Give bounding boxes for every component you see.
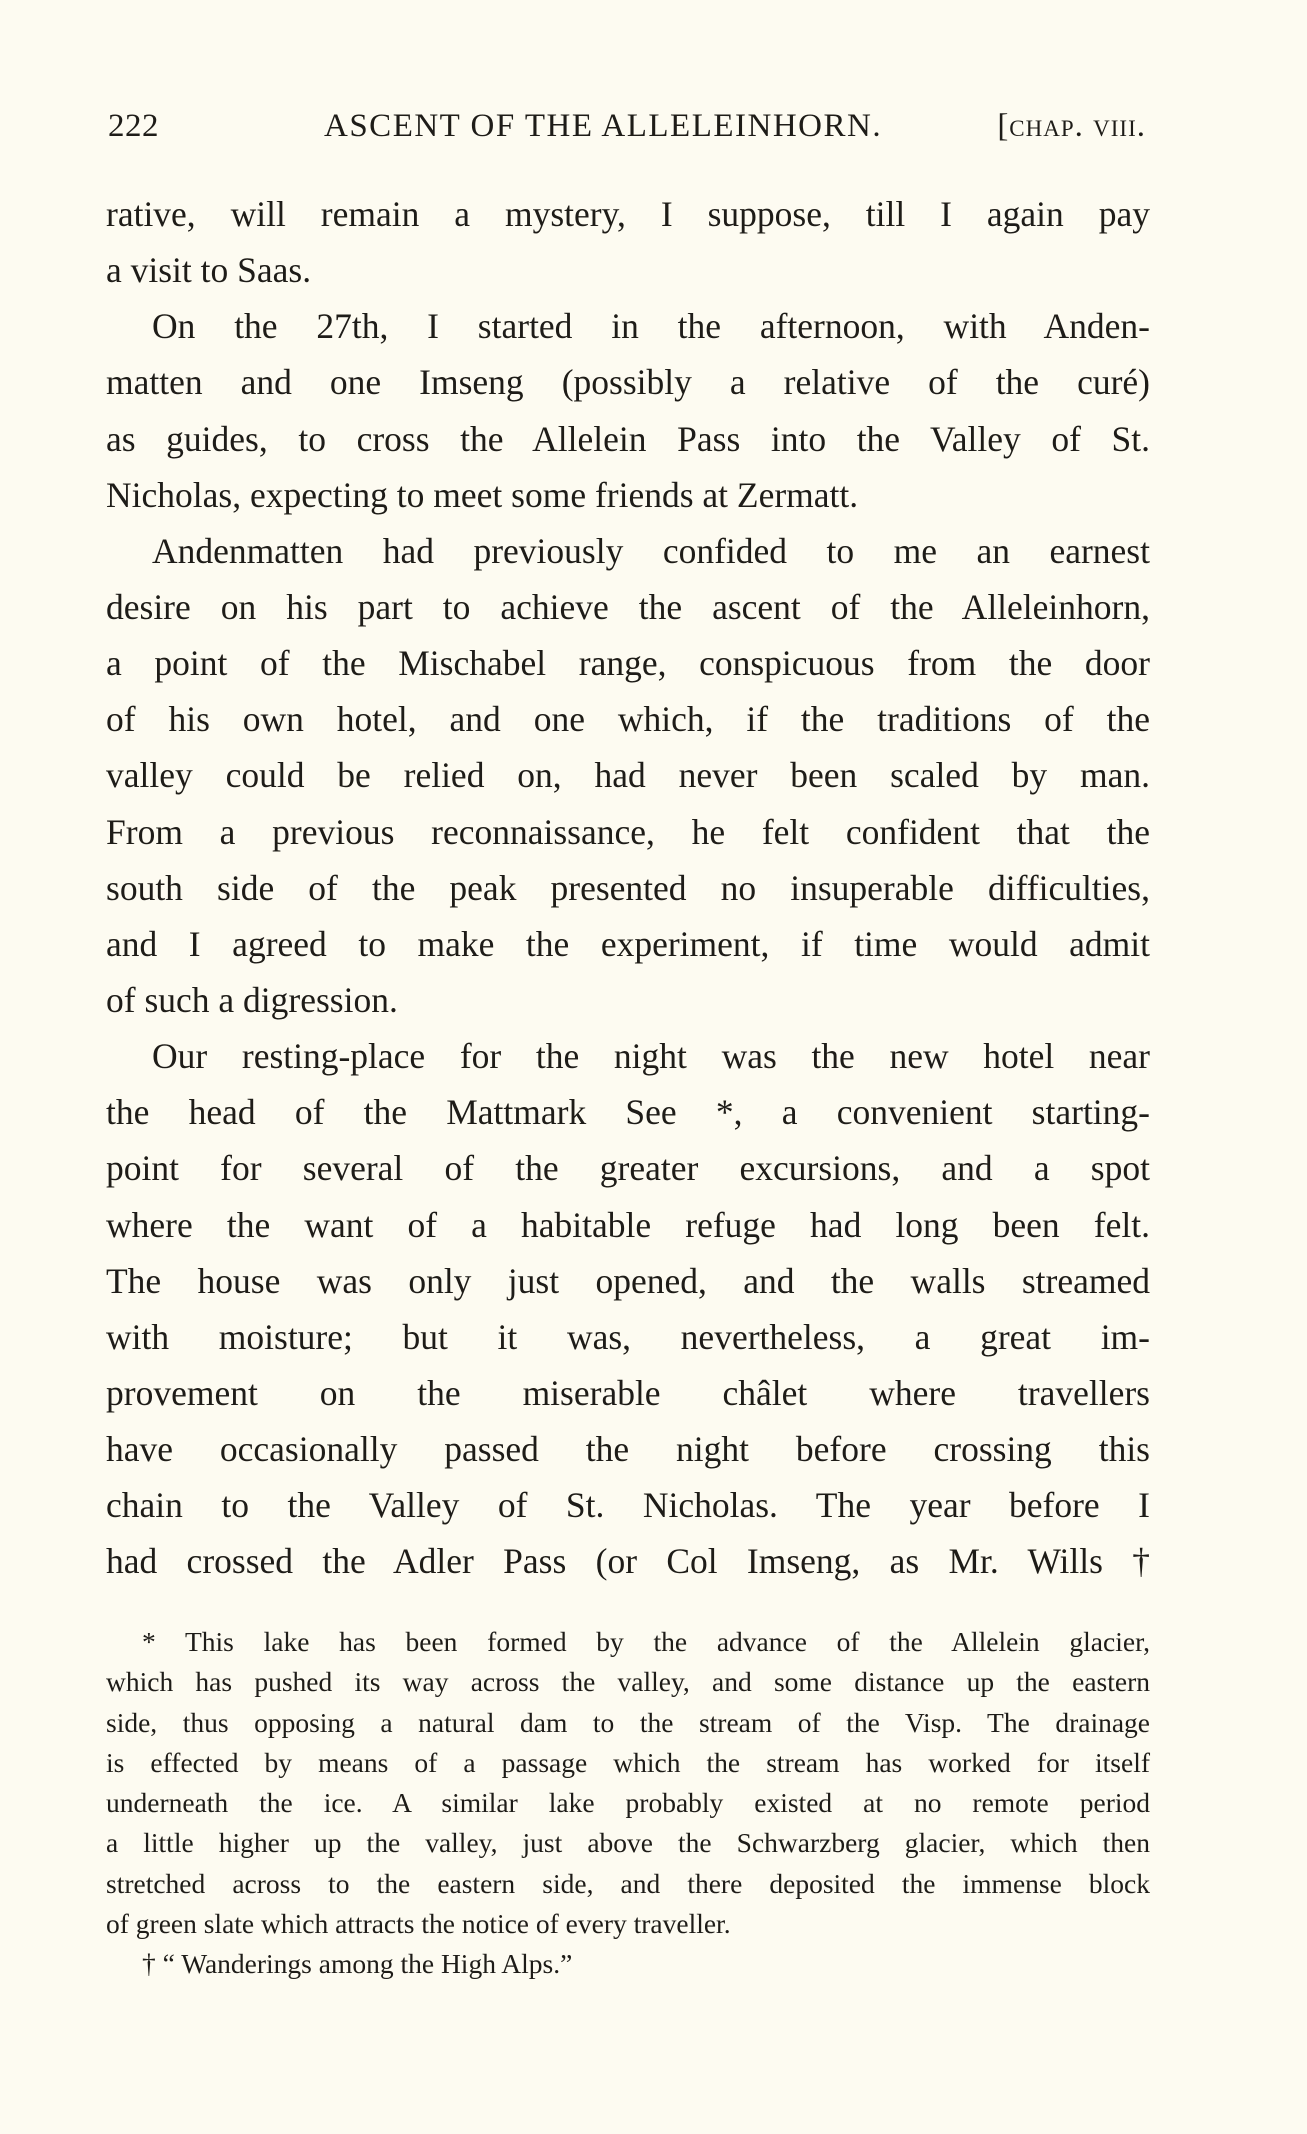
text-line: with moisture; but it was, nevertheless, a great im- [106,1316,1150,1357]
text-line: desire on his part to achieve the ascent of the Alleleinhorn, [106,586,1150,627]
footnote-line: is effected by means of a passage which the stream has worked for itself [106,1746,1150,1778]
running-title: ASCENT OF THE ALLELEINHORN. [324,108,883,144]
chapter-label: [chap. viii. [997,108,1146,144]
footnote-line: which has pushed its way across the valley, and some distance up the eastern [106,1666,1150,1698]
running-head [106,108,1150,154]
text-line: Andenmatten had previously confided to me an earnest [152,530,1150,571]
text-line: point for several of the greater excursions, and a spot [106,1148,1150,1189]
text-line: of his own hotel, and one which, if the traditions of the [106,699,1150,740]
text-line: have occasionally passed the night before crossing this [106,1429,1150,1470]
text-line: a point of the Mischabel range, conspicuous from the door [106,643,1150,684]
footnote-line: of green slate which attracts the notice of every traveller. [106,1908,731,1940]
text-line: Nicholas, expecting to meet some friends at Zermatt. [106,474,859,515]
footnote-line: underneath the ice. A similar lake probably existed at no remote period [106,1787,1150,1819]
text-line: rative, will remain a mystery, I suppose, till I again pay [106,194,1150,234]
footnote-line: stretched across to the eastern side, and there deposited the immense block [106,1867,1150,1899]
text-line: of such a digression. [106,979,398,1020]
text-line: Our resting-place for the night was the new hotel near [152,1036,1150,1077]
text-line: south side of the peak presented no insuperable difficulties, [106,867,1150,908]
text-line: had crossed the Adler Pass (or Col Imseng, as Mr. Wills † [106,1541,1150,1582]
book-page [106,0,1150,2134]
text-line: matten and one Imseng (possibly a relative of the curé) [106,362,1150,403]
footnote-line: † “ Wanderings among the High Alps.” [142,1948,573,1980]
text-line: From a previous reconnaissance, he felt confident that the [106,811,1150,852]
text-line: provement on the miserable châlet where travellers [106,1372,1150,1413]
text-line: a visit to Saas. [106,250,312,291]
text-line: and I agreed to make the experiment, if time would admit [106,923,1150,964]
text-line: chain to the Valley of St. Nicholas. The year before I [106,1485,1150,1526]
footnote-line: * This lake has been formed by the advance of the Allelein glacier, [142,1626,1150,1657]
footnote-line: a little higher up the valley, just above the Schwarzberg glacier, which then [106,1827,1150,1859]
text-line: the head of the Mattmark See *, a convenient starting- [106,1092,1150,1133]
text-line: where the want of a habitable refuge had long been felt. [106,1204,1150,1245]
text-line: as guides, to cross the Allelein Pass into the Valley of St. [106,418,1150,459]
footnotes [106,1622,1150,1985]
footnote-line: side, thus opposing a natural dam to the stream of the Visp. The drainage [106,1706,1150,1738]
page-number: 222 [108,108,159,144]
body-text [106,186,1150,1590]
text-line: The house was only just opened, and the walls streamed [106,1260,1150,1301]
text-line: On the 27th, I started in the afternoon, with Anden- [152,306,1150,347]
text-line: valley could be relied on, had never been scaled by man. [106,755,1150,796]
